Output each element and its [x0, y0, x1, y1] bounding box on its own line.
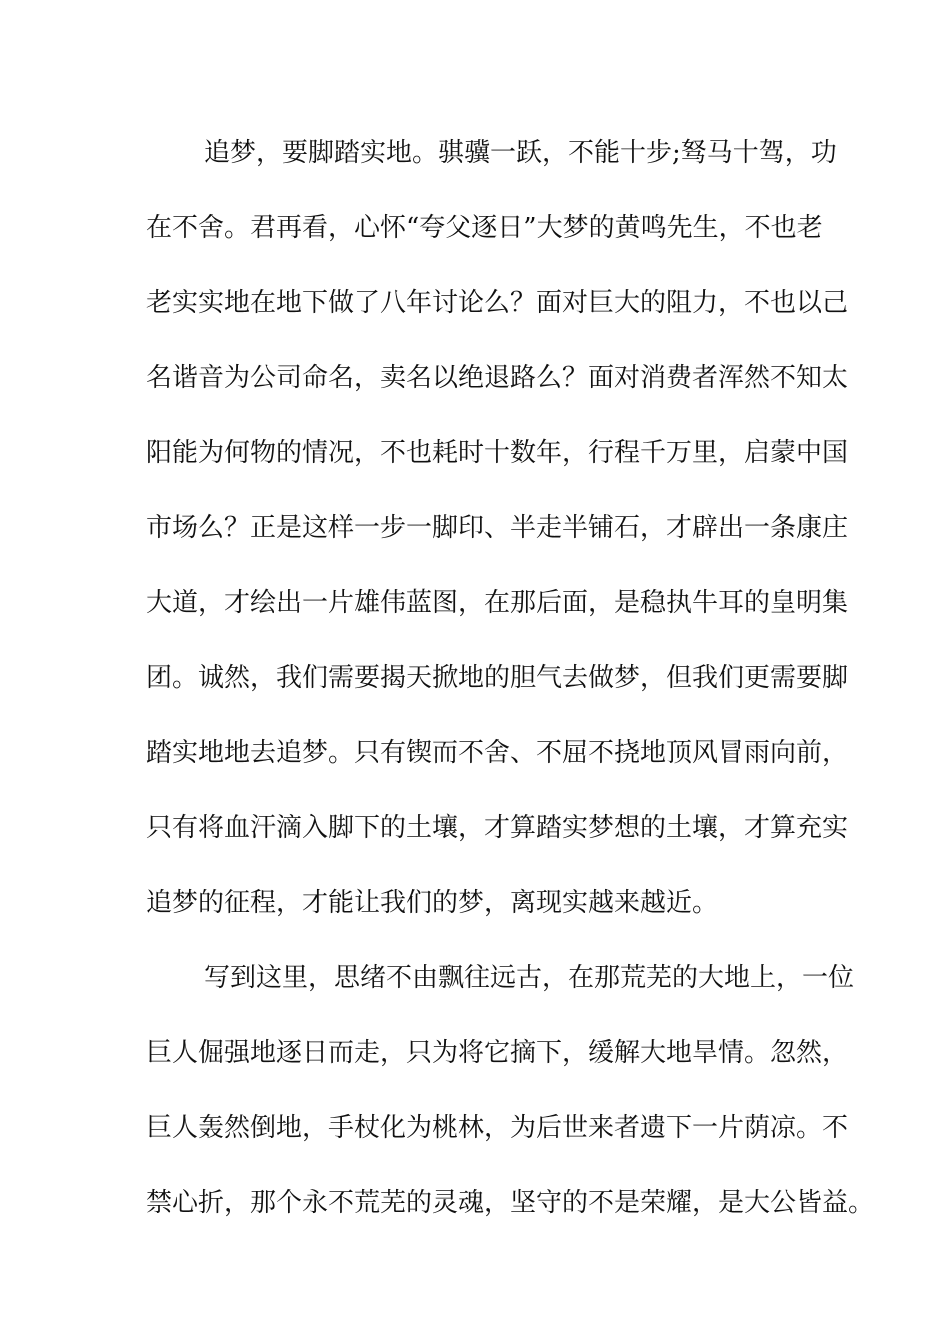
- paragraph-1-line-6: 市场么？正是这样一步一脚印、半走半铺石，才辟出一条康庄: [146, 513, 849, 543]
- paragraph-1-line-7: 大道，才绘出一片雄伟蓝图，在那后面，是稳执牛耳的皇明集: [146, 588, 849, 618]
- paragraph-1-line-8: 团。诚然，我们需要揭天掀地的胆气去做梦，但我们更需要脚: [146, 663, 849, 693]
- paragraph-1-line-10: 只有将血汗滴入脚下的土壤，才算踏实梦想的土壤，才算充实: [146, 813, 849, 843]
- paragraph-1-line-3: 老实实地在地下做了八年讨论么？面对巨大的阻力，不也以己: [146, 288, 849, 318]
- paragraph-1-line-11: 追梦的征程，才能让我们的梦，离现实越来越近。: [146, 888, 719, 918]
- paragraph-1-line-4: 名谐音为公司命名，卖名以绝退路么？面对消费者浑然不知太: [146, 363, 849, 393]
- paragraph-1-line-5: 阳能为何物的情况，不也耗时十数年，行程千万里，启蒙中国: [146, 438, 849, 468]
- paragraph-1-line-9: 踏实地地去追梦。只有锲而不舍、不屈不挠地顶风冒雨向前，: [146, 738, 849, 768]
- paragraph-2-line-2: 巨人倔强地逐日而走，只为将它摘下，缓解大地旱情。忽然，: [146, 1038, 849, 1068]
- paragraph-2-line-1: 写到这里，思绪不由飘往远古，在那荒芜的大地上，一位: [204, 963, 855, 993]
- paragraph-1-line-2: 在不舍。君再看，心怀“夸父逐日”大梦的黄鸣先生，不也老: [146, 213, 823, 243]
- paragraph-2-line-4: 禁心折，那个永不荒芜的灵魂，坚守的不是荣耀，是大公皆益。: [146, 1188, 875, 1218]
- paragraph-2-line-3: 巨人轰然倒地，手杖化为桃林，为后世来者遗下一片荫凉。不: [146, 1113, 849, 1143]
- paragraph-1-line-1: 追梦，要脚踏实地。骐骥一跃，不能十步;驽马十驾，功: [204, 138, 837, 168]
